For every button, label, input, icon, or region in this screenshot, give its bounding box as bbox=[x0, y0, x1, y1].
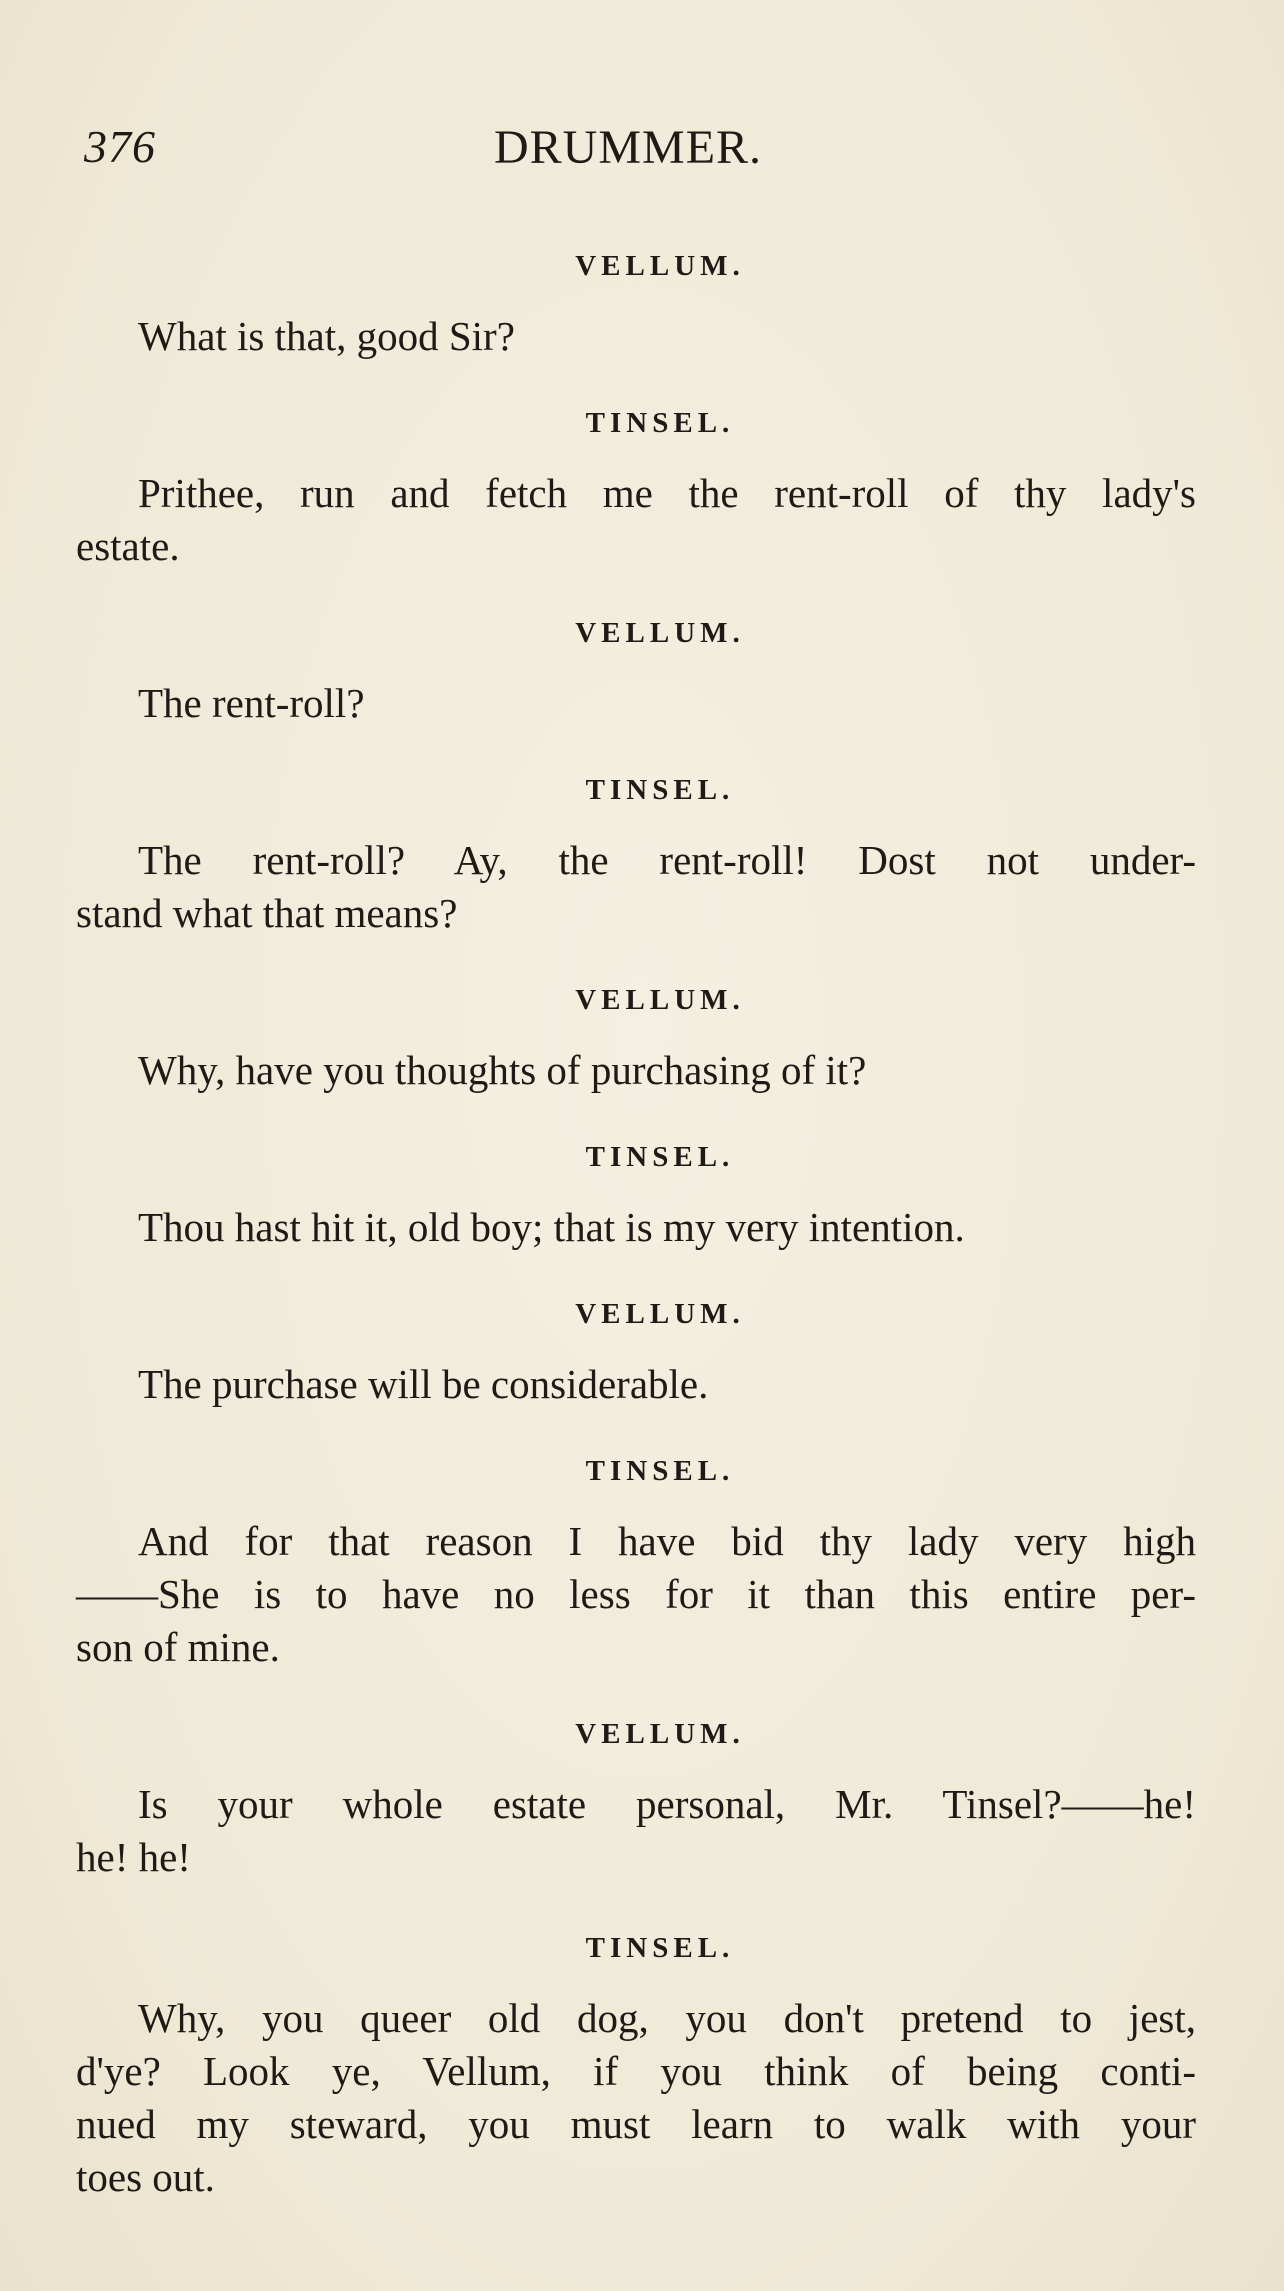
speech-line: Thou hast hit it, old boy; that is my very intention. bbox=[138, 1204, 965, 1250]
speech-line: And for that reason I have bid thy lady very high bbox=[138, 1518, 1196, 1564]
speech-line: d'ye? Look ye, Vellum, if you think of being conti- bbox=[76, 2048, 1196, 2094]
speaker-name: VELLUM. bbox=[575, 617, 745, 649]
speech bbox=[84, 677, 1196, 730]
speech bbox=[84, 1358, 1196, 1411]
speaker-name: VELLUM. bbox=[575, 250, 745, 282]
speech-line: The purchase will be considerable. bbox=[138, 1361, 709, 1407]
speech bbox=[76, 1515, 1196, 1674]
speech-line: nued my steward, you must learn to walk with your bbox=[76, 2101, 1196, 2147]
speech bbox=[84, 1201, 1196, 1254]
speech bbox=[84, 1044, 1196, 1097]
speech-line: Why, have you thoughts of purchasing of it? bbox=[138, 1047, 867, 1093]
speech bbox=[84, 310, 1196, 363]
speaker-name: TINSEL. bbox=[585, 1455, 735, 1487]
speaker-name: VELLUM. bbox=[575, 984, 745, 1016]
page-number: 376 bbox=[84, 121, 156, 172]
speaker-name: TINSEL. bbox=[585, 774, 735, 806]
speech-line: Is your whole estate personal, Mr. Tinsel?——he! bbox=[138, 1781, 1196, 1827]
speech-line: Prithee, run and fetch me the rent-roll of thy lady's bbox=[138, 470, 1196, 516]
running-title: DRUMMER. bbox=[494, 121, 763, 174]
dialogue bbox=[76, 246, 1196, 2204]
speaker-name: VELLUM. bbox=[575, 1298, 745, 1330]
speech-line: What is that, good Sir? bbox=[138, 313, 515, 359]
running-head bbox=[84, 120, 1204, 190]
speech-line: stand what that means? bbox=[76, 890, 458, 936]
speech-line: he! he! bbox=[76, 1834, 191, 1880]
speech-line: The rent-roll? bbox=[138, 680, 365, 726]
speaker-name: VELLUM. bbox=[575, 1718, 745, 1750]
speech-line: Why, you queer old dog, you don't pretend to jest, bbox=[138, 1995, 1196, 2041]
speech-line: son of mine. bbox=[76, 1624, 280, 1670]
speech bbox=[76, 1778, 1196, 1884]
speech bbox=[76, 467, 1196, 573]
speaker-name: TINSEL. bbox=[585, 1141, 735, 1173]
speech-line: The rent-roll? Ay, the rent-roll! Dost not under- bbox=[138, 837, 1196, 883]
speaker-name: TINSEL. bbox=[585, 1932, 735, 1964]
speech-line: toes out. bbox=[76, 2154, 215, 2200]
speech bbox=[76, 834, 1196, 940]
speech bbox=[76, 1992, 1196, 2204]
speech-line: ——She is to have no less for it than this entire per- bbox=[76, 1571, 1196, 1617]
speech-line: estate. bbox=[76, 523, 180, 569]
speaker-name: TINSEL. bbox=[585, 407, 735, 439]
